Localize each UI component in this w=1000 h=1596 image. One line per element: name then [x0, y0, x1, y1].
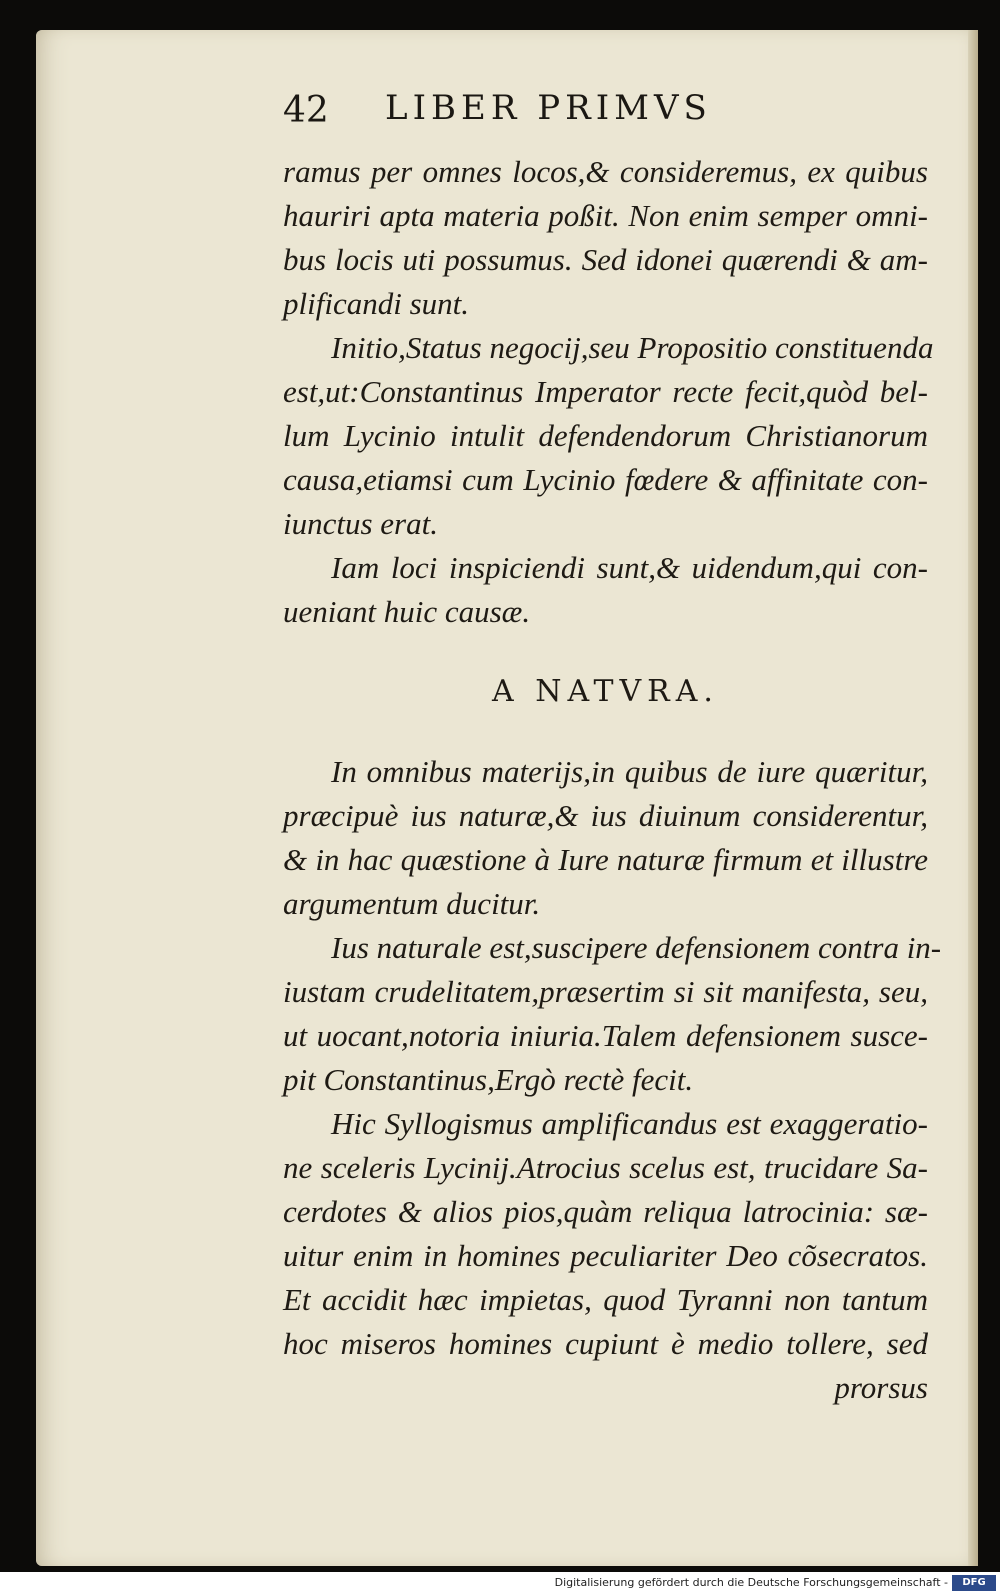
text-line: Hic Syllogismus amplificandus est exaggeratio- [331, 1106, 928, 1141]
dfg-logo: DFG [952, 1575, 996, 1591]
text-line: præcipuè ius naturæ,& ius diuinum considerentur, [283, 798, 928, 833]
text-line: bus locis uti possumus. Sed idonei quærendi & am- [283, 242, 928, 277]
text-line: In omnibus materijs,in quibus de iure quæritur, [331, 754, 928, 789]
text-line: causa,etiamsi cum Lycinio fœdere & affinitate con- [283, 462, 928, 497]
text-line: hoc miseros homines cupiunt è medio tollere, sed [283, 1326, 928, 1361]
text-line: Initio,Status negocij,seu Propositio constituenda [331, 330, 934, 365]
text-line: pit Constantinus,Ergò rectè fecit. [283, 1062, 694, 1097]
text-line: est,ut:Constantinus Imperator recte fecit,quòd bel- [283, 374, 928, 409]
text-line: ueniant huic causæ. [283, 594, 531, 629]
page-number: 42 [283, 90, 329, 131]
text-line: uitur enim in homines peculiariter Deo cõsecratos. [283, 1238, 928, 1273]
footer-bar [0, 1572, 1000, 1596]
text-line: ramus per omnes locos,& consideremus, ex quibus [283, 154, 928, 189]
page-header [283, 88, 783, 138]
section-heading: A NATVRA. [492, 674, 719, 709]
running-head: LIBER PRIMVS [385, 88, 712, 128]
text-line: Ius naturale est,suscipere defensionem contra in- [331, 930, 942, 965]
text-line: hauriri apta materia poßit. Non enim semper omni- [283, 198, 928, 233]
text-line: & in hac quæstione à Iure naturæ firmum et illustre [283, 842, 928, 877]
text-block [283, 150, 942, 1410]
text-line: Et accidit hæc impietas, quod Tyranni non tantum [283, 1282, 928, 1317]
text-line: cerdotes & alios pios,quàm reliqua latrocinia: sæ- [283, 1194, 928, 1229]
text-line: ut uocant,notoria iniuria.Talem defensionem susce- [283, 1018, 928, 1053]
text-line: argumentum ducitur. [283, 886, 541, 921]
text-line: iustam crudelitatem,præsertim si sit manifesta, seu, [283, 974, 928, 1009]
text-line: ne sceleris Lycinij.Atrocius scelus est, trucidare Sa- [283, 1150, 928, 1185]
footer-credit: Digitalisierung gefördert durch die Deutsche Forschungsgemeinschaft - [554, 1576, 948, 1589]
text-line: lum Lycinio intulit defendendorum Christianorum [283, 418, 928, 453]
text-line: iunctus erat. [283, 506, 438, 541]
text-line: plificandi sunt. [283, 286, 469, 321]
text-line: Iam loci inspiciendi sunt,& uidendum,qui con- [331, 550, 928, 585]
catchword: prorsus [834, 1370, 928, 1405]
